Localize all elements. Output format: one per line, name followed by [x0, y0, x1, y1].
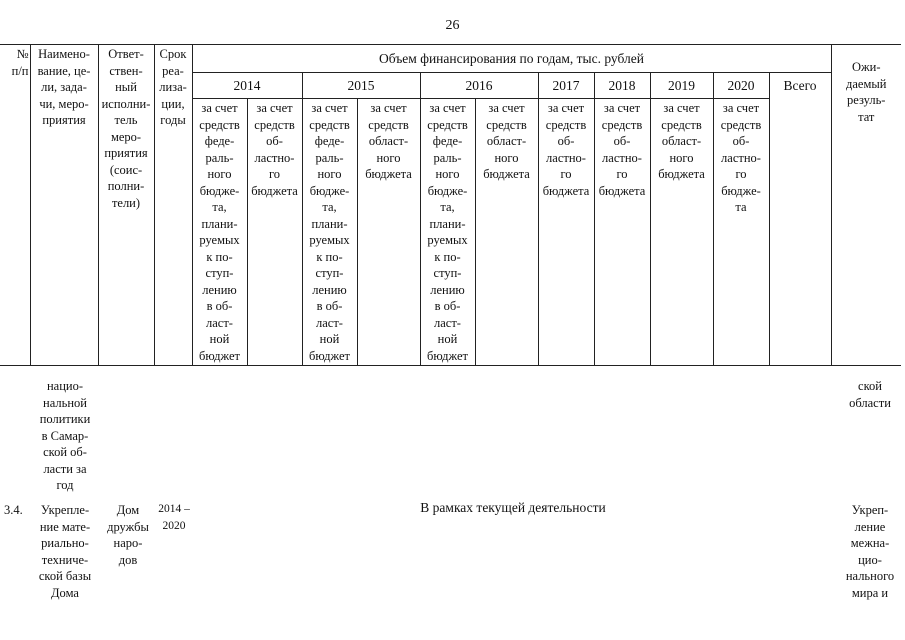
continuation-name: нацио- нальной политики в Самар- ской об- ласти за год — [39, 379, 91, 492]
subheader-2016-federal: за счет средств феде- раль- ного бюдже- та, плани- руемых к по- ступ- лению в об- ласт- ной бюджет — [420, 99, 475, 366]
row-3-4-name: Укрепле- ние мате- риально- техниче- ской базы Дома — [38, 503, 92, 600]
col-header-total: Всего — [769, 73, 831, 366]
year-2015: 2015 — [302, 73, 420, 99]
year-2017: 2017 — [538, 73, 594, 99]
col-header-responsible: Ответ- ствен- ный исполни- тель меро- приятия (соис- полни- тели) — [98, 45, 154, 366]
subheader-2019-regional: за счет средств област- ного бюджета — [650, 99, 713, 366]
row-3-4-responsible: Дом дружбы наро- дов — [107, 503, 149, 567]
year-2014: 2014 — [192, 73, 302, 99]
subheader-2014-regional: за счет средств об- ластно- го бюджета — [247, 99, 302, 366]
subheader-2016-regional: за счет средств област- ного бюджета — [475, 99, 538, 366]
page-number: 26 — [445, 18, 460, 33]
col-header-name: Наимено- вание, це- ли, зада- чи, меро- приятия — [30, 45, 98, 366]
year-2016: 2016 — [420, 73, 538, 99]
col-header-funding: Объем финансирования по годам, тыс. рублей — [192, 45, 831, 73]
col-header-term: Срок реа- лиза- ции, годы — [154, 45, 192, 366]
subheader-2017-regional: за счет средств об- ластно- го бюджета — [538, 99, 594, 366]
col-header-number: № п/п — [0, 45, 30, 366]
year-2019: 2019 — [650, 73, 713, 99]
year-2020: 2020 — [713, 73, 769, 99]
row-3-4-expected: Укреп- ление межна- цио- нального мира и — [845, 503, 895, 600]
subheader-2020-regional: за счет средств об- ластно- го бюдже- та — [713, 99, 769, 366]
subheader-2015-regional: за счет средств област- ного бюджета — [357, 99, 420, 366]
subheader-2014-federal: за счет средств феде- раль- ного бюдже- та, плани- руемых к по- ступ- лению в об- ласт- ной бюджет — [192, 99, 247, 366]
funding-table-header — [0, 44, 901, 366]
col-header-expected: Ожи- даемый резуль- тат — [831, 45, 901, 366]
subheader-2015-federal: за счет средств феде- раль- ного бюдже- та, плани- руемых к по- ступ- лению в об- ласт- ной бюджет — [302, 99, 357, 366]
row-3-4-term: 2014 – 2020 — [158, 503, 190, 532]
continuation-expected: ской области — [849, 379, 891, 410]
row-3-4-funding-note: В рамках текущей деятельности — [420, 500, 606, 515]
year-2018: 2018 — [594, 73, 650, 99]
row-3-4-number: 3.4. — [4, 503, 23, 517]
subheader-2018-regional: за счет средств об- ластно- го бюджета — [594, 99, 650, 366]
